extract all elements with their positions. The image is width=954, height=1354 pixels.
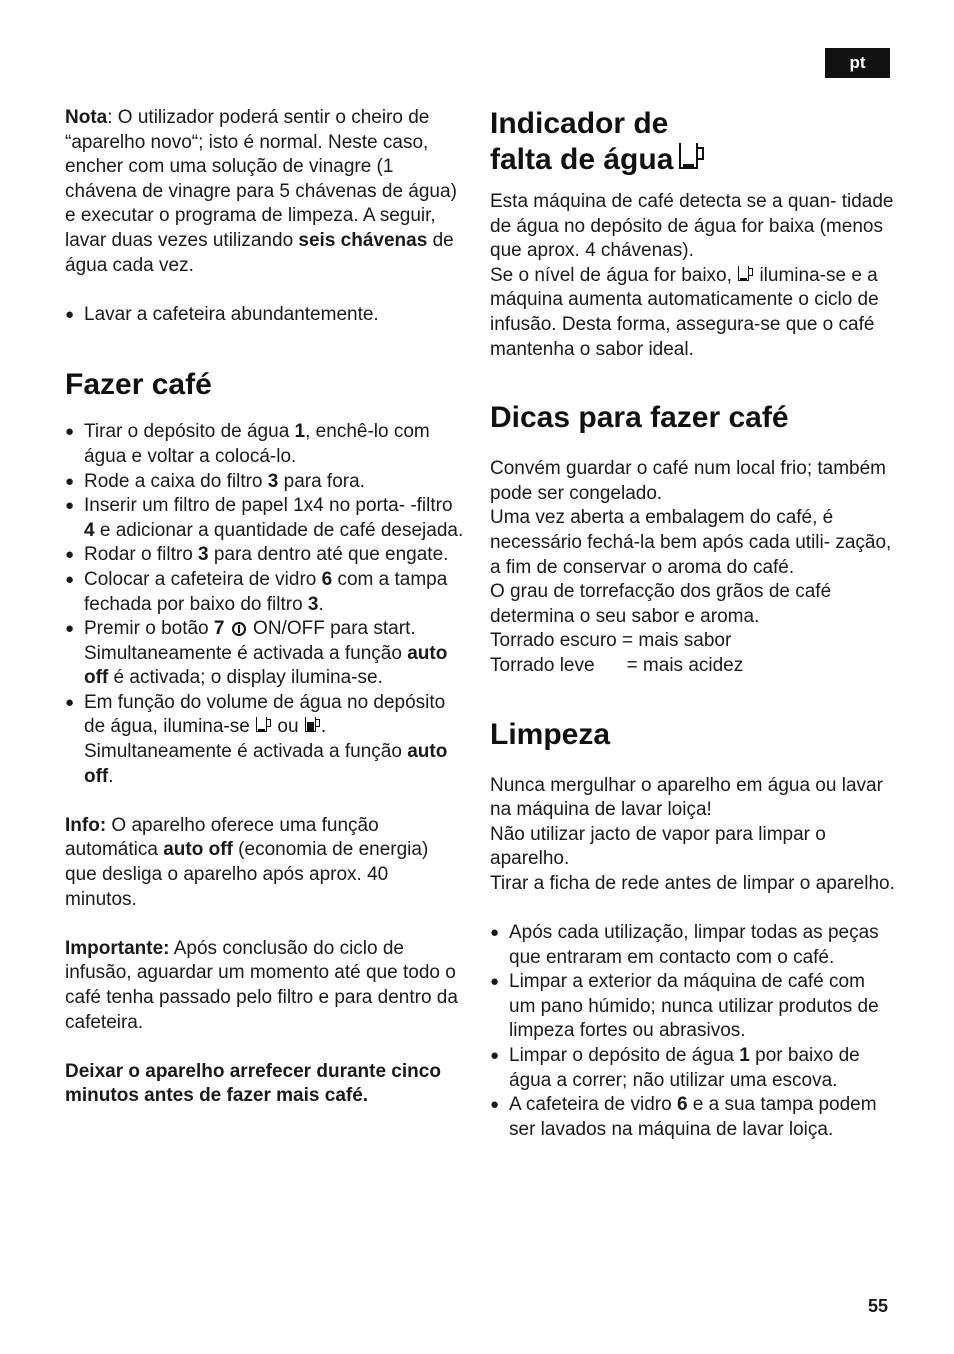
list-item: ● Tirar o depósito de água 1, enchê-lo com água e voltar a colocá-lo. <box>65 420 465 469</box>
list-item: ● Inserir um filtro de papel 1x4 no porta- -filtro 4 e adicionar a quantidade de café desejada. <box>65 494 465 543</box>
full-water-jug-icon <box>305 716 320 734</box>
low-water-jug-icon <box>679 142 705 172</box>
list-item: ● Rodar o filtro 3 para dentro até que engate. <box>65 543 465 568</box>
important-paragraph: Importante: Após conclusão do ciclo de infusão, aguardar um momento até que todo o café tenha passado pelo filtro e para dentro da cafeteira. <box>65 937 458 1033</box>
list-item: ● Após cada utilização, limpar todas as peças que entraram em contacto com o café. <box>490 921 895 970</box>
low-water-jug-icon <box>256 716 271 734</box>
tips-paragraph: O grau de torrefacção dos grãos de café determina o seu sabor e aroma. <box>490 581 832 627</box>
list-item: ● Limpar o depósito de água 1 por baixo de água a correr; não utilizar uma escova. <box>490 1044 895 1093</box>
low-water-jug-icon <box>738 265 753 283</box>
tips-paragraph: Uma vez aberta a embalagem do café, é necessário fechá-la bem após cada utili- zação, a fim de conservar o aroma do café. <box>490 507 892 578</box>
list-item: ● Colocar a cafeteira de vidro 6 com a tampa fechada por baixo do filtro 3. <box>65 568 465 617</box>
list-item: ● Limpar a exterior da máquina de café com um pano húmido; nunca utilizar produtos de limpeza fortes ou abrasivos. <box>490 970 895 1044</box>
page-number: 55 <box>868 1296 889 1316</box>
list-item: ● Premir o botão 7 ON/OFF para start. Simultaneamente é activada a função auto off é activada; o display ilumina-se. <box>65 617 465 691</box>
note-paragraph: Nota: O utilizador poderá sentir o cheiro de “aparelho novo“; isto é normal. Neste caso, encher com uma solução de vinagre (1 chávena de vinagre para 5 chávenas de água) e executar o programa de limpeza. A seguir, lavar duas vezes utilizando seis chávenas de água cada vez. <box>65 107 457 276</box>
indicator-paragraph-2: Se o nível de água for baixo, ilumina-se e a máquina aumenta automaticamente o ciclo de infusão. Desta forma, assegura-se que o café mantenha o sabor ideal. <box>490 264 879 360</box>
language-tab: pt <box>825 48 890 78</box>
tips-paragraph: Torrado escuro = mais sabor <box>490 630 732 652</box>
list-item: ● A cafeteira de vidro 6 e a sua tampa podem ser lavados na máquina de lavar loiça. <box>490 1093 895 1142</box>
list-item: ● Rode a caixa do filtro 3 para fora. <box>65 470 465 495</box>
heading-indicador: Indicador de falta de água <box>490 106 895 178</box>
brewing-steps <box>65 420 465 789</box>
heading-dicas: Dicas para fazer café <box>490 401 789 435</box>
list-item: ● Em função do volume de água no depósito de água, ilumina-se ou . Simultaneamente é activada a função auto off. <box>65 691 465 789</box>
heading-fazer-cafe: Fazer café <box>65 368 212 402</box>
info-paragraph: Info: O aparelho oferece uma função automática auto off (economia de energia) que desliga o aparelho após aprox. 40 minutos. <box>65 814 429 910</box>
right-column <box>490 106 895 1142</box>
cooldown-warning: Deixar o aparelho arrefecer durante cinco minutos antes de fazer mais café. <box>65 1060 441 1107</box>
tips-paragraph: Torrado leve = mais acidez <box>490 654 744 676</box>
power-icon <box>232 622 246 636</box>
list-item: ● Lavar a cafeteira abundantemente. <box>65 303 465 328</box>
indicator-paragraph: Esta máquina de café detecta se a quan- tidade de água no depósito de água for baixa (menos que aprox. 4 chávenas). <box>490 191 894 262</box>
tips-paragraph: Convém guardar o café num local frio; também pode ser congelado. <box>490 458 887 504</box>
cleaning-paragraph: Não utilizar jacto de vapor para limpar o aparelho. <box>490 823 826 870</box>
rinse-list <box>65 303 465 328</box>
cleaning-paragraph: Tirar a ficha de rede antes de limpar o aparelho. <box>490 872 895 894</box>
cleaning-paragraph: Nunca mergulhar o aparelho em água ou lavar na máquina de lavar loiça! <box>490 774 883 821</box>
cleaning-list <box>490 921 895 1142</box>
heading-limpeza: Limpeza <box>490 717 611 751</box>
left-column <box>65 106 465 1109</box>
